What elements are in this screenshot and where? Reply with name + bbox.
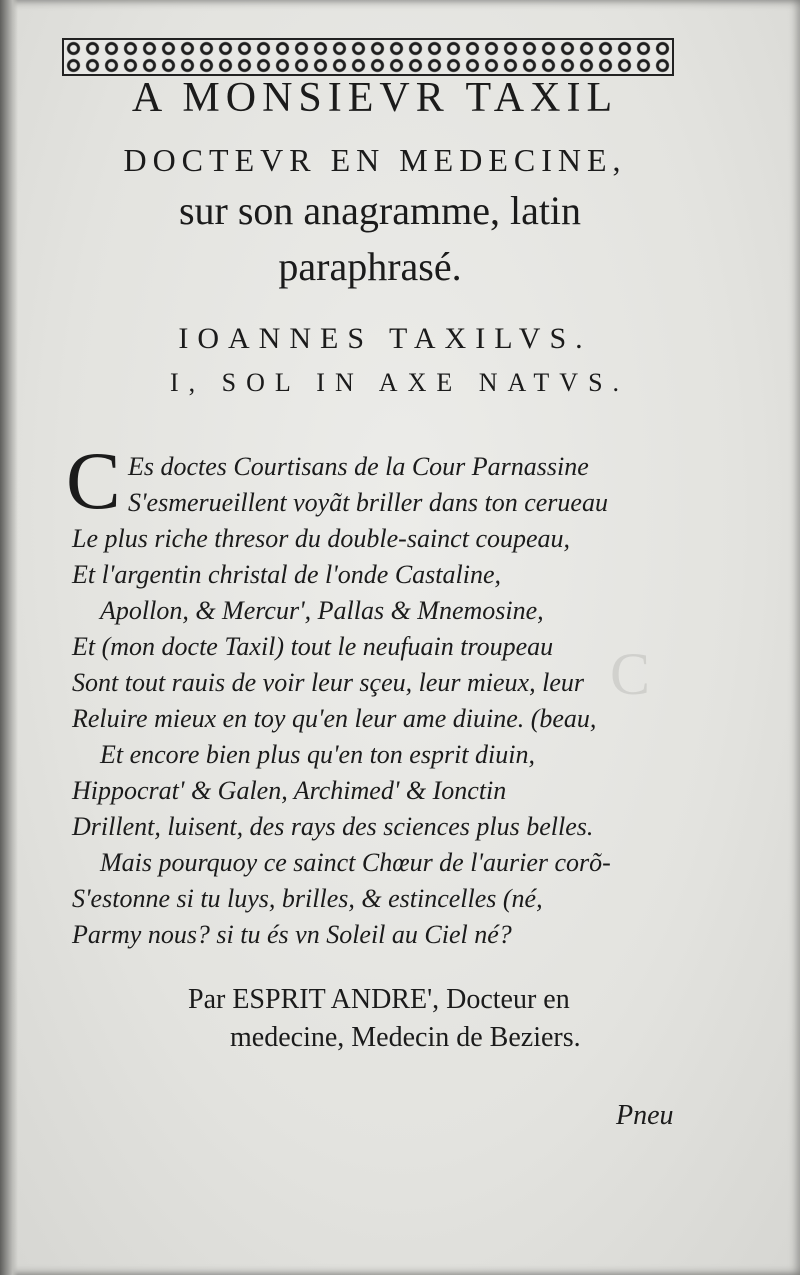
title-line-2: DOCTEVR EN MEDECINE, (123, 142, 627, 178)
page-spine-shadow (0, 0, 18, 1275)
anagram-text: I, SOL IN AXE NATVS. (170, 368, 630, 397)
poem-line-12: Mais pourquoy ce sainct Chœur de l'aurier corõ- (100, 848, 611, 877)
poem-line-1: Es doctes Courtisans de la Cour Parnassine (128, 452, 589, 481)
poem-line-2: S'esmerueillent voyãt briller dans ton cerueau (128, 488, 608, 517)
signature-line-1: Par ESPRIT ANDRE', Docteur en (188, 984, 570, 1015)
poem-line-10: Hippocrat' & Galen, Archimed' & Ionctin (72, 776, 507, 805)
poem-line-8: Reluire mieux en toy qu'en leur ame diuine. (beau, (72, 704, 597, 733)
header-ornament-band (62, 38, 674, 76)
show-through-ghost: C (610, 641, 651, 707)
poem-line-4: Et l'argentin christal de l'onde Castaline, (72, 560, 502, 589)
poem-dropcap: C (66, 435, 121, 526)
poem-line-13: S'estonne si tu luys, brilles, & estincelles (né, (72, 884, 543, 913)
poem-line-11: Drillent, luisent, des rays des sciences plus belles. (72, 812, 594, 841)
anagram-name: IOANNES TAXILVS. (178, 322, 592, 355)
poem-line-3: Le plus riche thresor du double-sainct coupeau, (72, 524, 571, 553)
poem-line-5: Apollon, & Mercur', Pallas & Mnemosine, (100, 596, 544, 625)
poem-line-14: Parmy nous? si tu és vn Soleil au Ciel né? (72, 920, 512, 949)
title-line-3: sur son anagramme, latin (178, 188, 582, 233)
catchword: Pneu (616, 1100, 674, 1131)
signature-line-2: medecine, Medecin de Beziers. (230, 1022, 581, 1053)
title-line-4: paraphrasé. (278, 244, 462, 289)
poem-line-6: Et (mon docte Taxil) tout le neufuain troupeau (72, 632, 554, 661)
title-line-1: A MONSIEVR TAXIL (131, 75, 619, 121)
poem-line-9: Et encore bien plus qu'en ton esprit diuin, (100, 740, 535, 769)
poem-line-7: Sont tout rauis de voir leur sçeu, leur mieux, leur (72, 668, 584, 697)
